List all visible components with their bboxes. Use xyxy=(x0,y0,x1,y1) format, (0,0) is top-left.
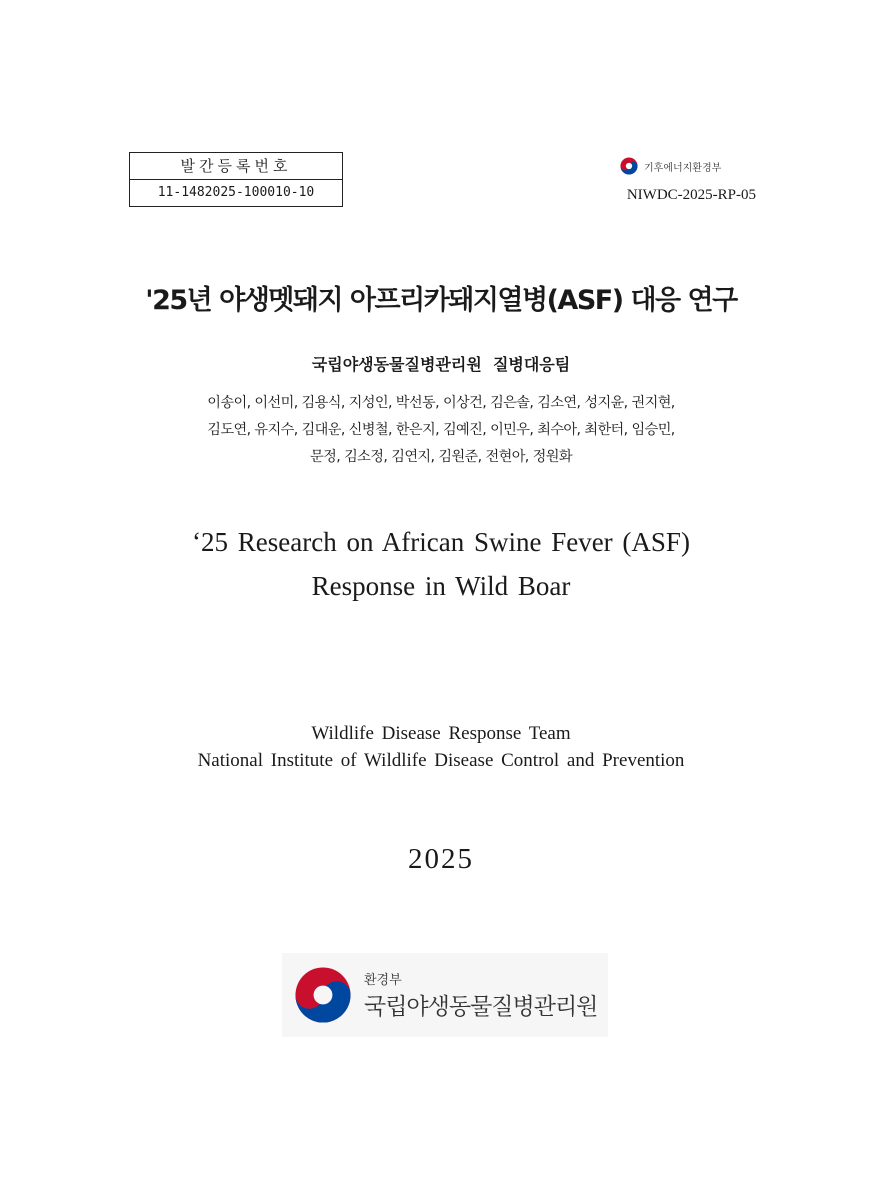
ministry-name: 기후에너지환경부 xyxy=(644,162,722,174)
registration-label: 발간등록번호 xyxy=(130,153,342,180)
taegeuk-emblem-icon xyxy=(620,157,638,175)
logo-institute-name: 국립야생동물질병관리원 xyxy=(364,994,598,1020)
logo-ministry-name: 환경부 xyxy=(364,973,402,988)
author-list xyxy=(110,390,772,471)
report-number: NIWDC-2025-RP-05 xyxy=(626,187,756,203)
korean-team-name: 국립야생동물질병관리원 질병대응팀 xyxy=(311,355,571,374)
author-line: 김도연, 유지수, 김대운, 신병철, 한은지, 김예진, 이민우, 최수아, 최한터, 임승민, xyxy=(207,422,675,438)
english-team-line: National Institute of Wildlife Disease Control and Prevention xyxy=(197,750,685,771)
english-team-name xyxy=(0,720,882,774)
english-title-line: Response in Wild Boar xyxy=(311,571,571,601)
publication-year: 2025 xyxy=(408,843,474,875)
author-line: 문정, 김소정, 김연지, 김원준, 전현아, 정원화 xyxy=(310,449,572,465)
registration-number-box xyxy=(129,152,343,207)
institute-logo xyxy=(282,953,608,1037)
author-line: 이송이, 이선미, 김용식, 지성인, 박선동, 이상건, 김은솔, 김소연, 성지윤, 권지현, xyxy=(207,395,675,411)
english-title-line: ‘25 Research on African Swine Fever (ASF) xyxy=(192,527,690,557)
english-title xyxy=(0,520,882,608)
english-team-line: Wildlife Disease Response Team xyxy=(311,723,571,744)
ministry-header-logo xyxy=(620,157,721,175)
registration-number: 11-1482025-100010-10 xyxy=(157,185,315,200)
korean-title: '25년 야생멧돼지 아프리카돼지열병(ASF) 대응 연구 xyxy=(145,285,737,316)
taegeuk-emblem-icon xyxy=(294,966,352,1024)
